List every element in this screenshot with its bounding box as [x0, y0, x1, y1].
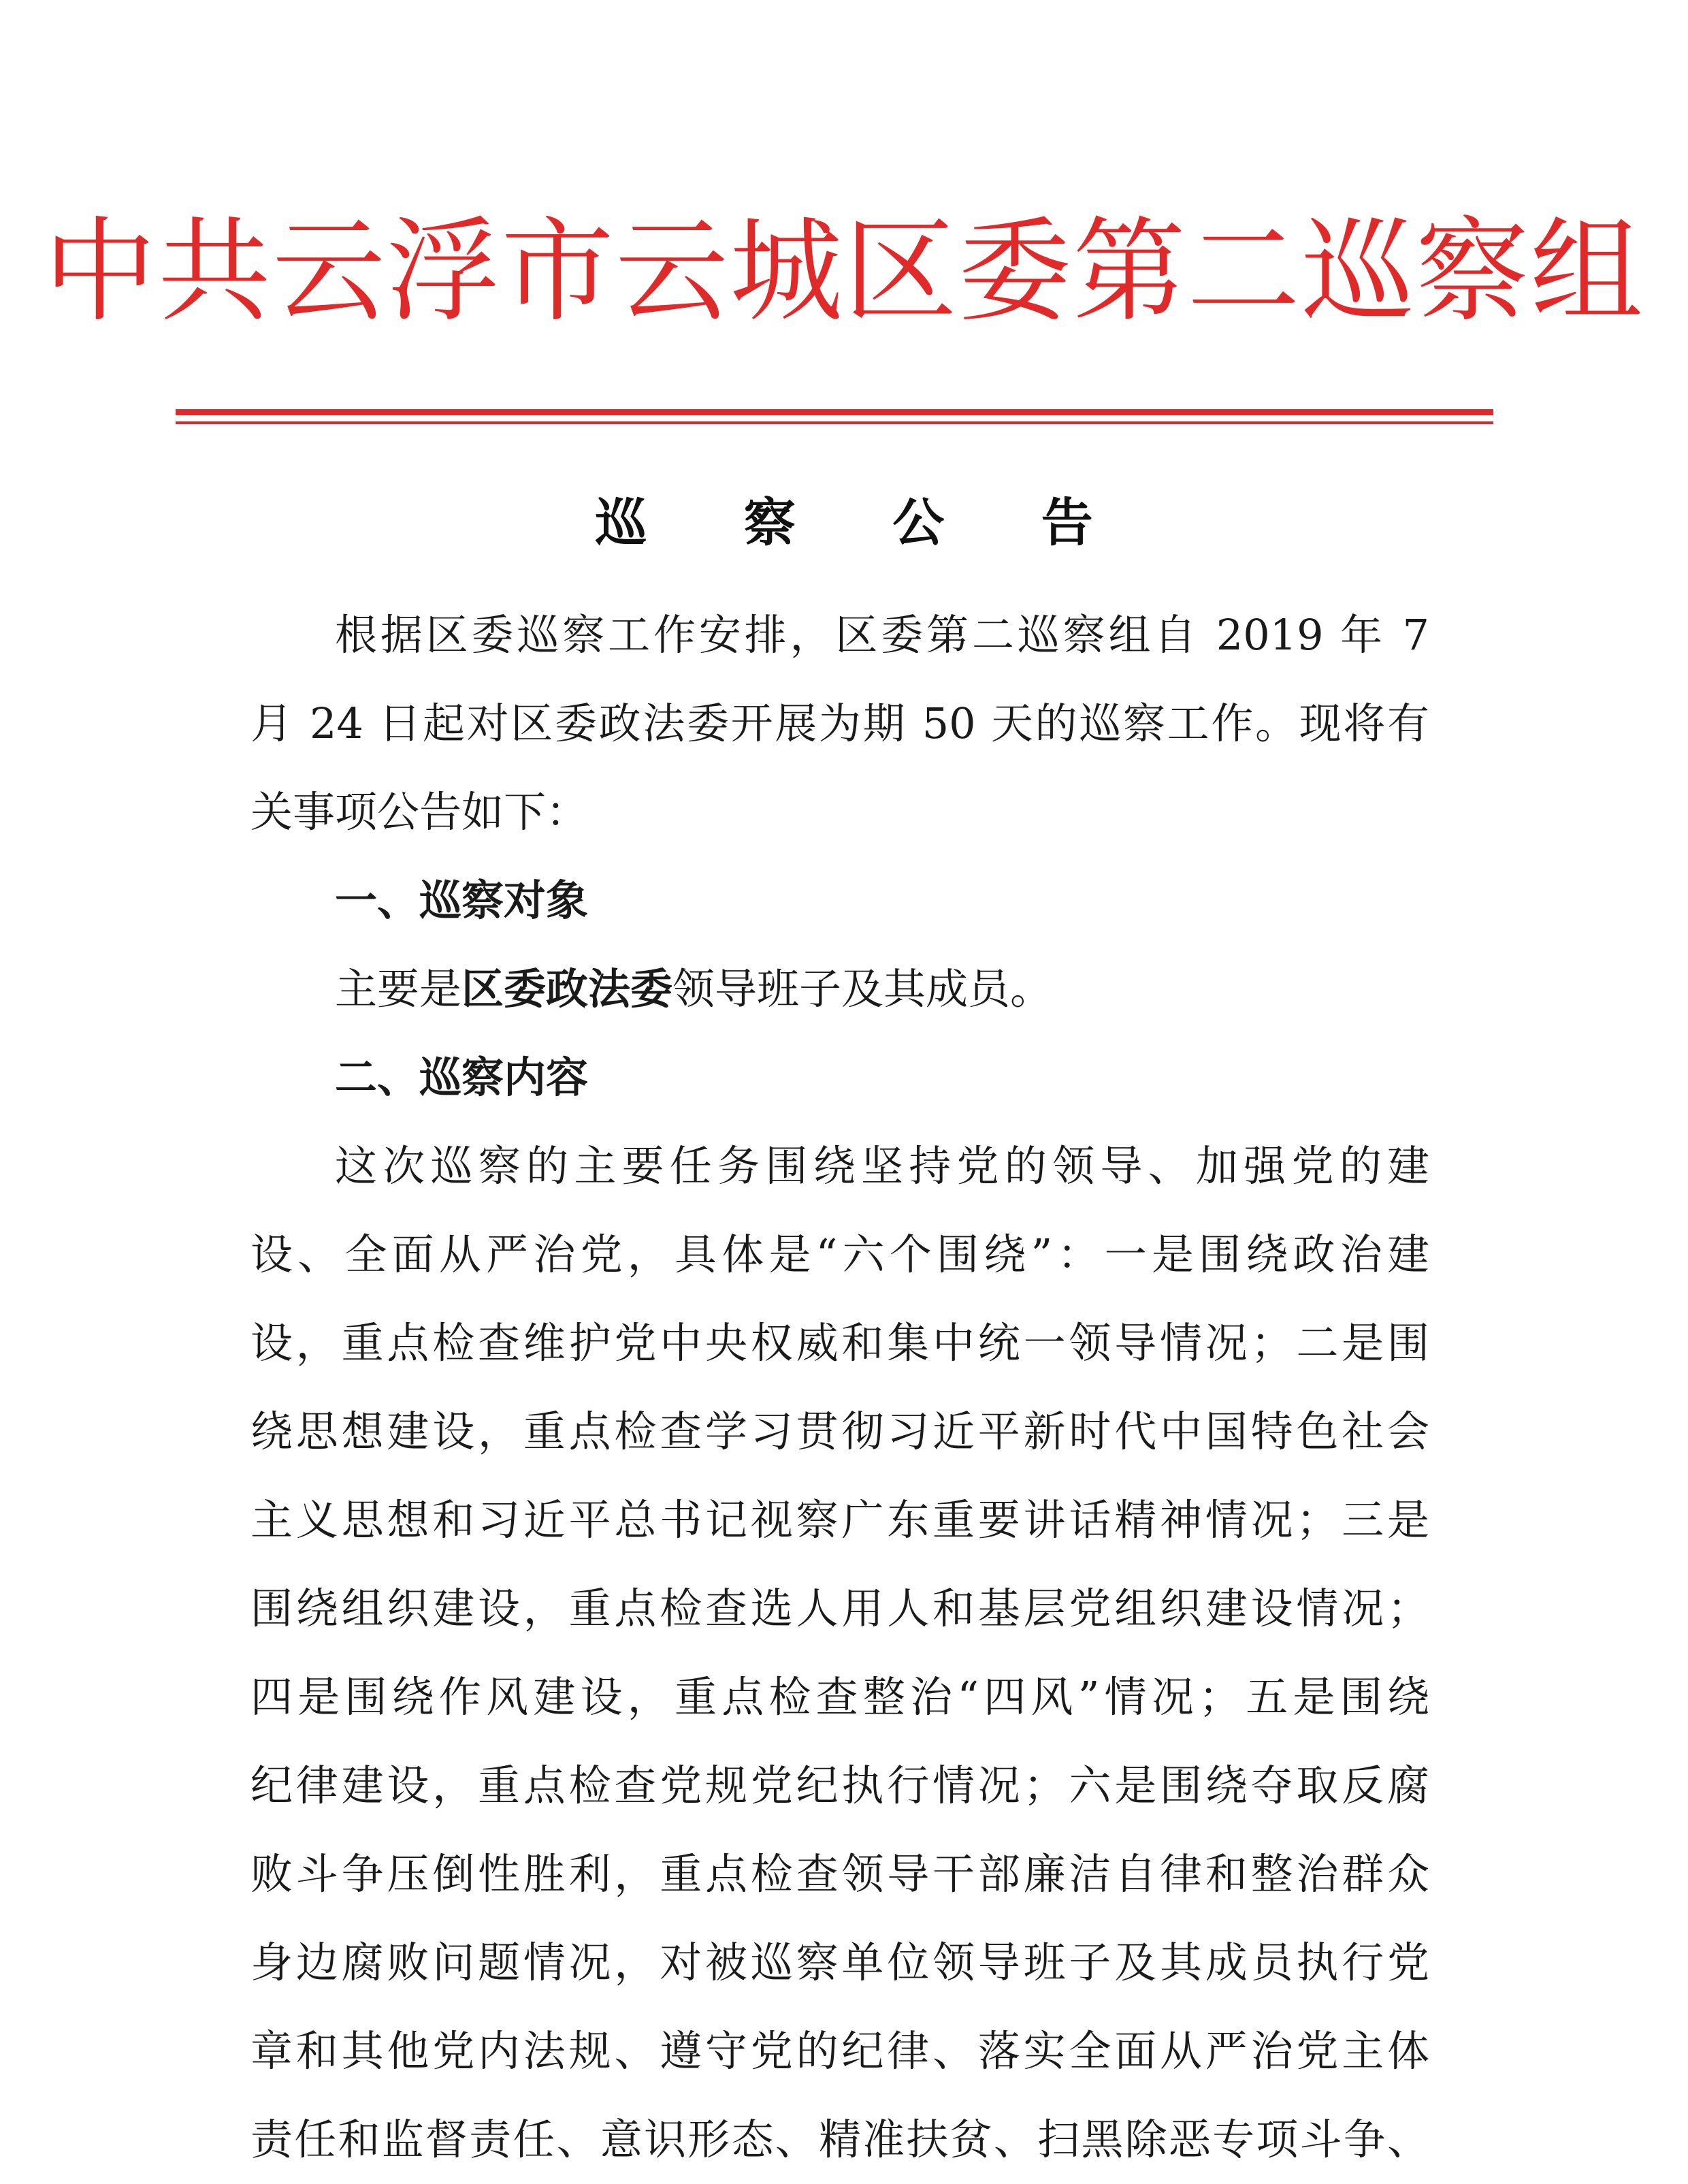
intro-line-2: 月 24 日起对区委政法委开展为期 50 天的巡察工作。现将有 [250, 698, 1429, 748]
section2-line-5: 主义思想和习近平总书记视察广东重要讲话精神情况；三是 [250, 1495, 1429, 1545]
section2-line-2: 设、全面从严治党，具体是“六个围绕”：一是围绕政治建 [250, 1230, 1429, 1279]
section1-prefix: 主要是 [335, 964, 462, 1014]
intro-line-3: 关事项公告如下： [250, 787, 589, 837]
section2-line-1: 这次巡察的主要任务围绕坚持党的领导、加强党的建 [335, 1141, 1429, 1191]
document-body [250, 591, 1429, 2184]
letterhead-org-name: 中共云浮市云城区委第二巡察组 [44, 206, 1644, 338]
section2-line-4: 绕思想建设，重点检查学习贯彻习近平新时代中国特色社会 [250, 1407, 1429, 1456]
section2-heading: 二、巡察内容 [335, 1053, 589, 1102]
document-title: 巡 察 公 告 [595, 492, 1133, 553]
section1-suffix: 领导班子及其成员。 [672, 964, 1053, 1014]
section2-line-3: 设，重点检查维护党中央权威和集中统一领导情况；二是围 [250, 1318, 1429, 1368]
section2-line-11: 章和其他党内法规、遵守党的纪律、落实全面从严治党主体 [250, 2026, 1429, 2076]
section2-line-6: 围绕组织建设，重点检查选人用人和基层党组织建设情况； [250, 1584, 1429, 1633]
section2-line-7: 四是围绕作风建设，重点检查整治“四风”情况；五是围绕 [250, 1672, 1429, 1722]
section1-body [250, 945, 1429, 1033]
intro-line-1: 根据区委巡察工作安排，区委第二巡察组自 2019 年 7 [335, 610, 1429, 660]
section1-heading: 一、巡察对象 [335, 876, 589, 925]
section2-line-12: 责任和监督责任、意识形态、精准扶贫、扫黑除恶专项斗争、 [250, 2115, 1429, 2164]
letterhead-rule-thin [176, 421, 1493, 424]
section2-line-9: 败斗争压倒性胜利，重点检查领导干部廉洁自律和整治群众 [250, 1849, 1429, 1899]
section2-line-10: 身边腐败问题情况，对被巡察单位领导班子及其成员执行党 [250, 1938, 1429, 1987]
section2-line-8: 纪律建设，重点检查党规党纪执行情况；六是围绕夺取反腐 [250, 1761, 1429, 1810]
letterhead-rule-thick [176, 409, 1493, 415]
section1-bold-unit: 区委政法委 [461, 964, 673, 1014]
